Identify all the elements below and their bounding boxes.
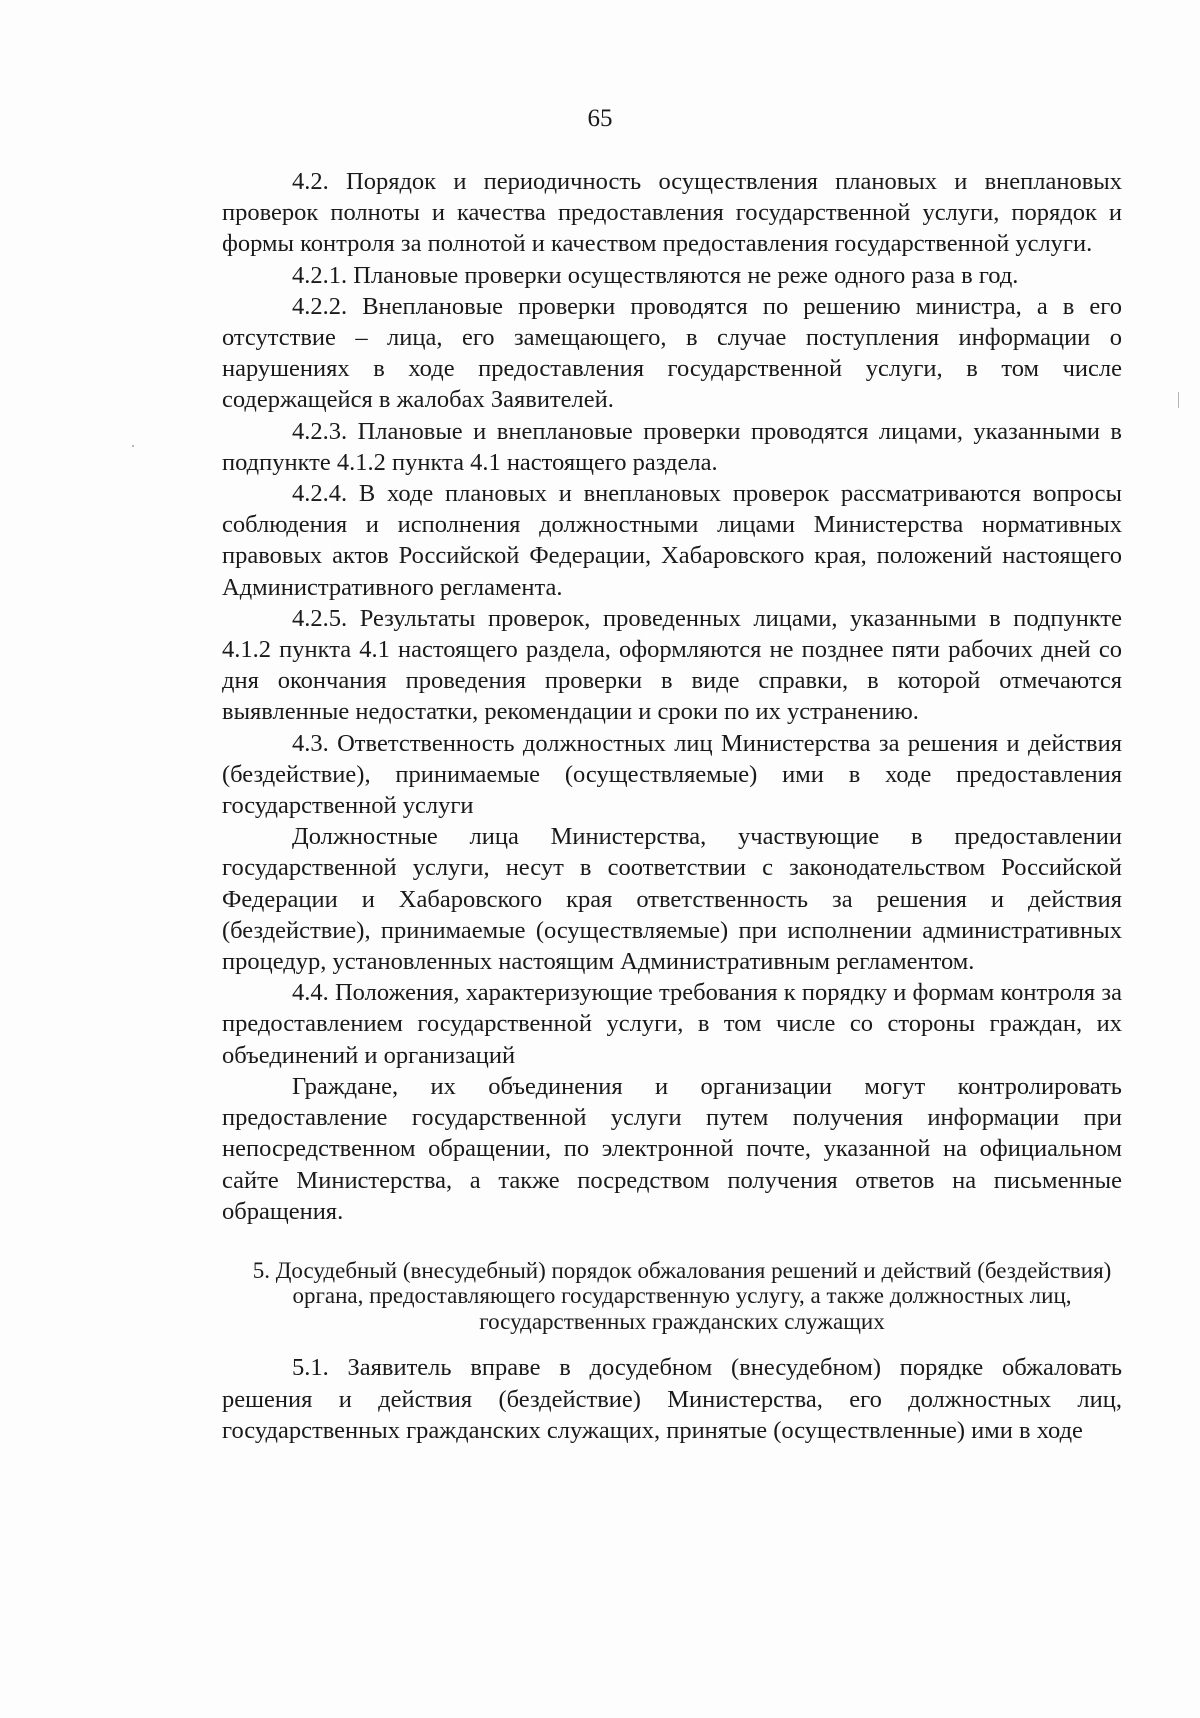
document-body	[222, 166, 1122, 1446]
paragraph-4-2-2: 4.2.2. Внеплановые проверки проводятся по решению министра, а в его отсутствие – лица, его замещающего, в случае поступления информации о нарушениях в ходе предоставления государственной услуги, в том числе содержащейся в жалобах Заявителей.	[222, 292, 1122, 414]
paragraph-4-2-1: 4.2.1. Плановые проверки осуществляются не реже одного раза в год.	[292, 261, 1019, 289]
paragraph-4-2-4: 4.2.4. В ходе плановых и внеплановых проверок рассматриваются вопросы соблюдения и исполнения должностными лицами Министерства нормативных правовых актов Российской Федерации, Хабаровского края, положений настоящего Административного регламента.	[222, 480, 1122, 601]
scan-artifact-line	[1178, 392, 1179, 408]
paragraph-5-1: 5.1. Заявитель вправе в досудебном (внесудебном) порядке обжаловать решения и действия (бездействие) Министерства, его должностных лиц, государственных гражданских служащих, принятые (осуществленные) ими в ходе	[222, 1354, 1122, 1444]
section-5-heading: 5. Досудебный (внесудебный) порядок обжалования решений и действий (бездействия) органа, предоставляющего государственную услугу, а также должностных лиц, государственных гражданских служащих	[252, 1257, 1112, 1334]
paragraph-4-4: 4.4. Положения, характеризующие требования к порядку и формам контроля за предоставлением государственной услуги, в том числе со стороны граждан, их объединений и организаций	[222, 979, 1122, 1069]
paragraph-officials-responsibility: Должностные лица Министерства, участвующие в предоставлении государственной услуги, несут в соответствии с законодательством Российской Федерации и Хабаровского края ответственность за решения и действия (бездействие), принимаемые (осуществляемые) при исполнении административных процедур, установленных настоящим Административным регламентом.	[222, 823, 1122, 976]
paragraph-citizens-control: Граждане, их объединения и организации могут контролировать предоставление государственной услуги путем получения информации при непосредственном обращении, по электронной почте, указанной на официальном сайте Министерства, а также посредством получения ответов на письменные обращения.	[222, 1072, 1122, 1225]
paragraph-4-3: 4.3. Ответственность должностных лиц Министерства за решения и действия (бездействие), принимаемые (осуществляемые) ими в ходе предоставления государственной услуги	[222, 729, 1122, 820]
paragraph-4-2-5: 4.2.5. Результаты проверок, проведенных лицами, указанными в подпункте 4.1.2 пункта 4.1 настоящего раздела, оформляются не позднее пяти рабочих дней со дня окончания проведения проверки в виде справки, в которой отмечаются выявленные недостатки, рекомендации и сроки по их устранению.	[222, 604, 1122, 726]
page-number: 65	[587, 105, 613, 132]
paragraph-4-2-3: 4.2.3. Плановые и внеплановые проверки проводятся лицами, указанными в подпункте 4.1.2 пункта 4.1 настоящего раздела.	[222, 417, 1122, 476]
paragraph-4-2: 4.2. Порядок и периодичность осуществления плановых и внеплановых проверок полноты и качества предоставления государственной услуги, порядок и формы контроля за полнотой и качеством предоставления государственной услуги.	[222, 168, 1122, 258]
scan-artifact-dot	[132, 445, 134, 447]
